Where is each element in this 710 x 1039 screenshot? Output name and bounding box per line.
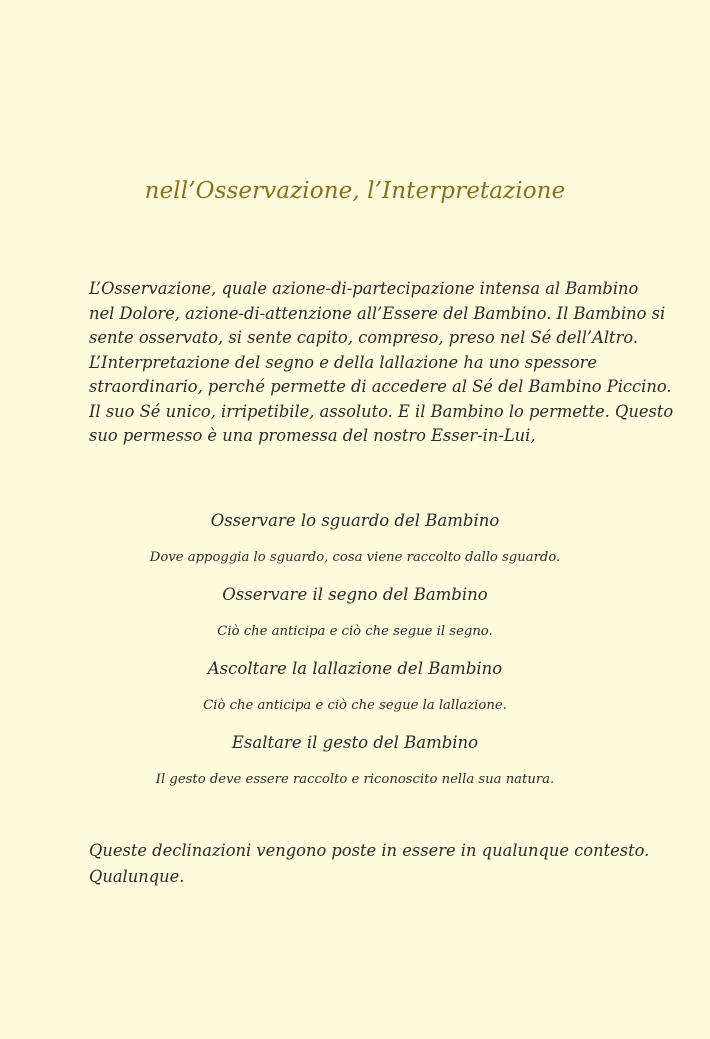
intro-line: Il suo Sé unico, irripetibile, assoluto. E il Bambino lo permette. Questo [89, 401, 674, 421]
intro-line: suo permesso è una promessa del nostro Esser-in-Lui, [89, 426, 536, 445]
page-title: nell’Osservazione, l’Interpretazione [144, 178, 566, 204]
principle-description: Dove appoggia lo sguardo, cosa viene raccolto dallo sguardo. [149, 550, 561, 565]
principle-description: Ciò che anticipa e ciò che segue la lallazione. [203, 698, 507, 713]
closing-paragraph [89, 838, 689, 890]
intro-line: nel Dolore, azione-di-attenzione all’Essere del Bambino. Il Bambino si [89, 303, 666, 323]
intro-line: sente osservato, si sente capito, compreso, preso nel Sé dell’Altro. [89, 328, 639, 347]
closing-line: Queste declinazioni vengono poste in essere in qualunque contesto. [89, 841, 650, 860]
intro-line: L’Interpretazione del segno e della lallazione ha uno spessore [89, 352, 597, 372]
intro-paragraph [89, 277, 689, 449]
principle-description: Ciò che anticipa e ciò che segue il segno. [217, 624, 493, 639]
closing-line: Qualunque. [89, 867, 185, 886]
principle-heading: Ascoltare la lallazione del Bambino [207, 659, 503, 678]
principle-heading: Osservare lo sguardo del Bambino [210, 511, 500, 530]
intro-line: L’Osservazione, quale azione-di-partecipazione intensa al Bambino [89, 279, 639, 298]
principles-list [0, 508, 710, 804]
principle-heading: Esaltare il gesto del Bambino [231, 733, 479, 752]
principle-heading: Osservare il segno del Bambino [222, 585, 488, 604]
intro-line: straordinario, perché permette di accedere al Sé del Bambino Piccino. [89, 377, 672, 396]
principle-description: Il gesto deve essere raccolto e riconoscito nella sua natura. [155, 772, 555, 787]
